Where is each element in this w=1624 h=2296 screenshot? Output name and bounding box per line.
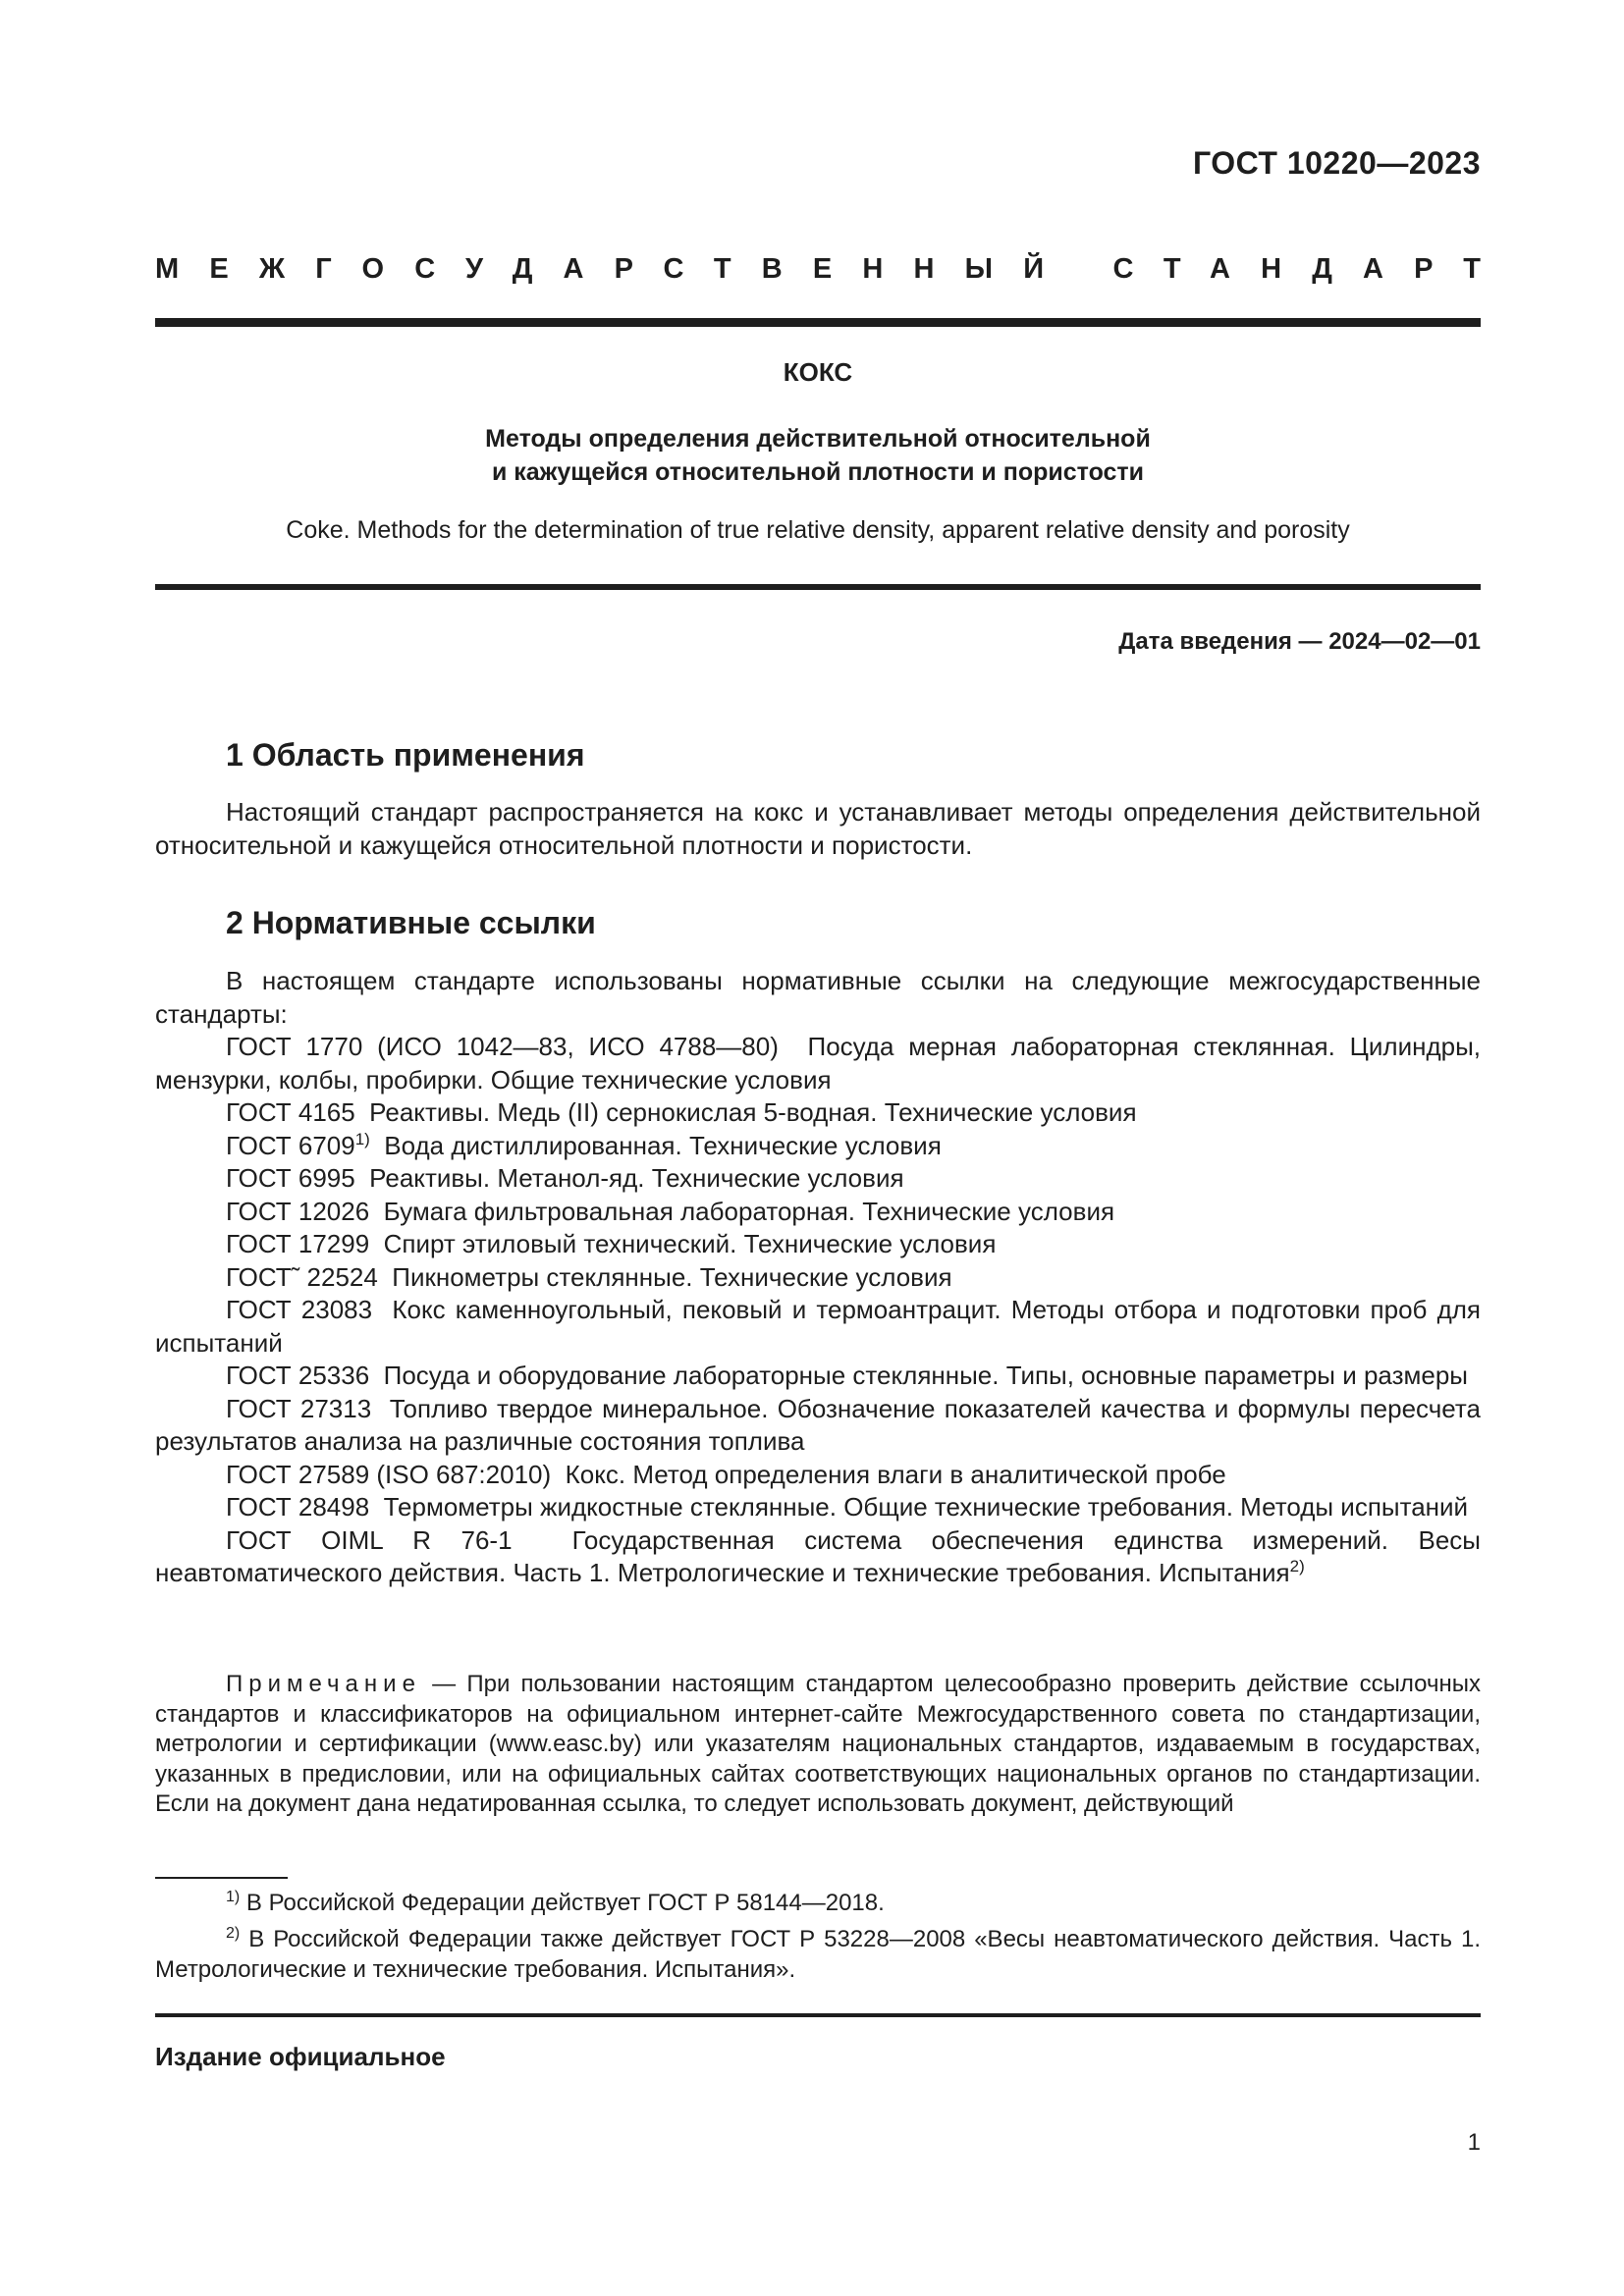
reference-title: Термометры жидкостные стеклянные. Общие технические требования. Методы испытаний <box>383 1492 1469 1522</box>
footnote-mark: 2) <box>226 1925 241 1942</box>
reference-code: ГОСТ OIML R 76-1 <box>226 1524 513 1555</box>
reference-code: ГОСТ 12026 <box>226 1196 370 1226</box>
reference-item <box>155 1459 1481 1492</box>
reference-item <box>155 1130 1481 1163</box>
section-1-text <box>155 796 1481 862</box>
reference-title: Бумага фильтровальная лабораторная. Технические условия <box>383 1196 1115 1226</box>
section-2-heading: 2 Нормативные ссылки <box>226 905 596 940</box>
reference-item <box>155 1360 1481 1393</box>
footnote-text: В Российской Федерации действует ГОСТ Р 58144—2018. <box>240 1890 885 1916</box>
reference-title: Кокс каменноугольный, пековый и термоантрацит. Методы отбора и подготовки проб для испытаний <box>155 1295 1481 1358</box>
top-thick-rule <box>155 318 1481 327</box>
reference-code: ГОСТ 17299 <box>226 1229 370 1258</box>
document-title: КОКС <box>783 357 853 387</box>
english-title: Coke. Methods for the determination of true relative density, apparent relative density and porosity <box>286 516 1350 544</box>
reference-item <box>155 1294 1481 1360</box>
footnote-item <box>155 1888 1481 1918</box>
reference-title: Пикнометры стеклянные. Технические условия <box>392 1261 952 1292</box>
reference-title: Топливо твердое минеральное. Обозначение показателей качества и формулы пересчета результатов анализа на различные состояния топлива <box>155 1393 1481 1456</box>
official-edition-label: Издание официальное <box>155 2042 446 2071</box>
reference-title: Вода дистиллированная. Технические условия <box>384 1130 942 1160</box>
gost-number: ГОСТ 10220—2023 <box>1192 145 1481 181</box>
reference-title: Реактивы. Медь (II) сернокислая 5-водная. Технические условия <box>369 1097 1137 1127</box>
note-paragraph <box>155 1670 1481 1820</box>
section-1-body: Настоящий стандарт распространяется на кокс и устанавливает методы определения действительной относительной и кажущейся относительной плотности и пористости. <box>155 797 1481 860</box>
title-bottom-rule <box>155 584 1481 590</box>
reference-code: ГОСТ 28498 <box>226 1492 370 1522</box>
reference-item <box>155 1196 1481 1229</box>
footnote-separator <box>155 1877 288 1879</box>
reference-title: Спирт этиловый технический. Технические условия <box>383 1229 997 1258</box>
reference-code: ГОСТ 6995 <box>226 1163 355 1193</box>
footer-rule <box>155 2013 1481 2017</box>
reference-item <box>155 1031 1481 1096</box>
reference-code: ГОСТ 25336 <box>226 1361 370 1390</box>
reference-item <box>155 1261 1481 1295</box>
reference-title: Посуда и оборудование лабораторные стеклянные. Типы, основные параметры и размеры <box>383 1361 1468 1390</box>
footnote-mark: 1) <box>226 1889 241 1905</box>
reference-code: ГОСТ 27589 (ISO 687:2010) <box>226 1459 552 1489</box>
references-intro: В настоящем стандарте использованы нормативные ссылки на следующие межгосударственные стандарты: <box>155 966 1481 1029</box>
footnote-mark: 2) <box>1289 1557 1305 1575</box>
reference-item <box>155 1228 1481 1261</box>
reference-title: Кокс. Метод определения влаги в аналитической пробе <box>565 1459 1226 1489</box>
reference-code: ГОСТ 1770 (ИСО 1042—83, ИСО 4788—80) <box>226 1032 779 1061</box>
note-label: Примечание <box>226 1671 421 1697</box>
document-subtitle <box>155 422 1481 489</box>
note-text: — При пользовании настоящим стандартом целесообразно проверить действие ссылочных стандартов и классификаторов на официальном интернет-сайте Межгосударственного совета по стандартизации, метрологии и сертификации (www.easc.by) или указателям национальных стандартов, издаваемым в государствах, указанных в предисловии, или на официальных сайтах соответствующих национальных органов по стандартизации. Если на документ дана недатированная ссылка, то следует использовать документ, действующий <box>155 1671 1481 1817</box>
section-1-heading: 1 Область применения <box>226 737 585 773</box>
reference-title: Посуда мерная лабораторная стеклянная. Цилиндры, мензурки, колбы, пробирки. Общие технические условия <box>155 1032 1481 1095</box>
footnote-mark: 1) <box>354 1129 370 1148</box>
normative-references <box>155 965 1481 1590</box>
reference-item <box>155 1524 1481 1590</box>
interstate-standard-banner <box>155 253 1512 286</box>
reference-item <box>155 1162 1481 1196</box>
subtitle-line-2: и кажущейся относительной плотности и пористости <box>491 458 1145 486</box>
reference-code: ГОСТ 23083 <box>226 1295 373 1324</box>
reference-code: ГОСТ 6709 <box>226 1130 355 1160</box>
footnote-text: В Российской Федерации также действует ГОСТ Р 53228—2008 «Весы неавтоматического действия. Часть 1. Метрологические и технические требования. Испытания». <box>155 1926 1481 1983</box>
interstate-standard-text: МЕЖГОСУДАРСТВЕННЫЙ СТАНДАРТ <box>155 253 1512 285</box>
reference-item <box>155 1393 1481 1459</box>
subtitle-line-1: Методы определения действительной относительной <box>485 425 1151 453</box>
introduction-date: Дата введения — 2024—02—01 <box>1118 628 1481 655</box>
footnote-item <box>155 1924 1481 1985</box>
reference-title: Государственная система обеспечения единства измерений. Весы неавтоматического действия. Часть 1. Метрологические и технические требования. Испытания <box>155 1524 1481 1587</box>
reference-code: ГОСТ 4165 <box>226 1097 355 1127</box>
reference-code: ГОСТ˜ 22524 <box>226 1261 378 1292</box>
reference-code: ГОСТ 27313 <box>226 1393 372 1423</box>
reference-item <box>155 1096 1481 1130</box>
reference-title: Реактивы. Метанол-яд. Технические условия <box>369 1163 904 1193</box>
reference-item <box>155 1491 1481 1524</box>
footnotes <box>155 1888 1481 1991</box>
page-number: 1 <box>1467 2129 1481 2156</box>
